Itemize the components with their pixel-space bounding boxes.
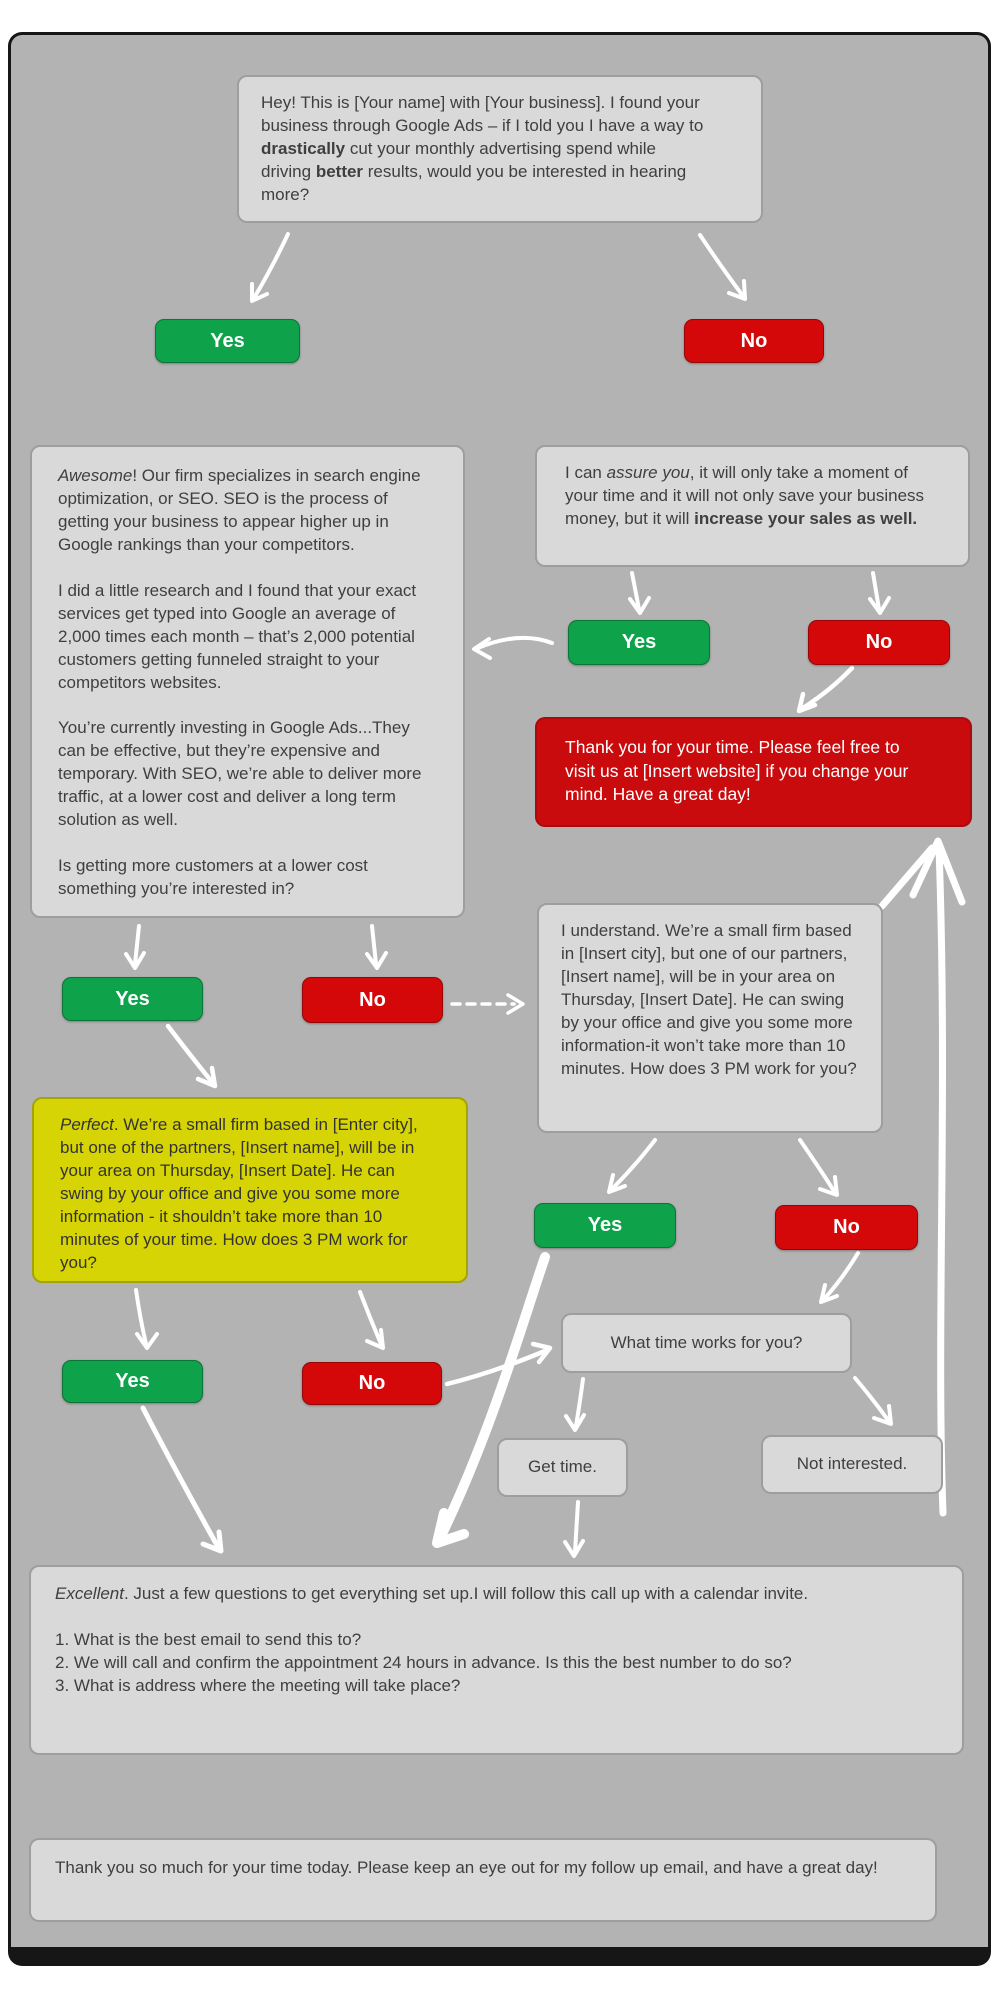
assure-text: I can bbox=[565, 463, 607, 482]
seo-pitch-paragraph bbox=[58, 465, 437, 557]
yes-button-5[interactable]: Yes bbox=[62, 1360, 203, 1403]
seo-pitch-text: ! Our firm specializes in search engine optimization, or SEO. SEO is the process of getting your business to appear higher up in Google rankings than your competitors. bbox=[58, 466, 421, 554]
wrap-up-text: . Just a few questions to get everything set up.I will follow this call up with a calendar invite. bbox=[123, 1584, 809, 1603]
no-button-3[interactable]: No bbox=[302, 977, 443, 1023]
yes-button-4[interactable]: Yes bbox=[534, 1203, 676, 1248]
yes-button-3[interactable]: Yes bbox=[62, 977, 203, 1021]
wrap-up-box bbox=[29, 1565, 964, 1755]
awesome-italic: Awesome bbox=[58, 466, 133, 485]
wrap-up-question-2: 2. We will call and confirm the appointment 24 hours in advance. Is this the best number to do so? bbox=[55, 1652, 792, 1672]
greeting-bold-better: better bbox=[315, 161, 364, 181]
seo-pitch-paragraph: I did a little research and I found that your exact services get typed into Google an average of 2,000 times each month – that’s 2,000 potential customers getting funneled straight to your competitors websites. bbox=[58, 580, 417, 692]
greeting-text: results, would you be interested in hearing more? bbox=[261, 161, 687, 204]
yes-button-1[interactable]: Yes bbox=[155, 319, 300, 363]
seo-pitch-paragraph: You’re currently investing in Google Ads...They can be effective, but they’re expensive and temporary. With SEO, we’re able to deliver more traffic, at a lower cost and deliver a long term solution as well. bbox=[58, 718, 422, 830]
perfect-italic: Perfect bbox=[60, 1115, 114, 1134]
no-button-4[interactable]: No bbox=[775, 1205, 918, 1250]
no-button-5[interactable]: No bbox=[302, 1362, 442, 1405]
no-button-2[interactable]: No bbox=[808, 620, 950, 665]
perfect-box bbox=[32, 1097, 468, 1283]
greeting-text: Hey! This is [Your name] with [Your business]. I found your business through Google Ads – if I told you I have a way to bbox=[261, 93, 704, 135]
excellent-italic: Excellent bbox=[55, 1584, 124, 1603]
assure-box bbox=[535, 445, 970, 567]
wrap-up-question-1: 1. What is the best email to send this to? bbox=[55, 1629, 362, 1649]
assure-italic: assure you bbox=[606, 463, 690, 482]
wrap-up-question-3: 3. What is address where the meeting will take place? bbox=[55, 1675, 461, 1695]
wrap-up-intro bbox=[55, 1583, 932, 1606]
not-interested-box: Not interested. bbox=[761, 1435, 943, 1494]
greeting-text: cut your monthly advertising spend while driving bbox=[261, 138, 656, 181]
seo-pitch-box bbox=[30, 445, 465, 918]
no-button-1[interactable]: No bbox=[684, 319, 824, 363]
understand-box: I understand. We’re a small firm based in [Insert city], but one of our partners, [Insert name], will be in your area on Thursday, [Insert Date]. He can swing by your office and give you some more information-it won’t take more than 10 minutes. How does 3 PM work for you? bbox=[537, 903, 883, 1133]
get-time-box: Get time. bbox=[497, 1438, 628, 1497]
perfect-text: . We’re a small firm based in [Enter city], but one of the partners, [Insert name], will be in your area on Thursday, [Insert Date]. He can swing by your office and give you some more information - it shouldn’t take more than 10 minutes of your time. How does 3 PM work for you? bbox=[60, 1115, 418, 1272]
assure-text: , it will only take a moment of your time and it will not only save your business money, but it will bbox=[565, 463, 925, 528]
closing-box: Thank you so much for your time today. Please keep an eye out for my follow up email, and have a great day! bbox=[29, 1838, 937, 1922]
greeting-bold-drastically: drastically bbox=[261, 138, 346, 158]
what-time-box: What time works for you? bbox=[561, 1313, 852, 1373]
greeting-box bbox=[237, 75, 763, 223]
yes-button-2[interactable]: Yes bbox=[568, 620, 710, 665]
assure-bold: increase your sales as well. bbox=[694, 508, 918, 528]
seo-pitch-paragraph: Is getting more customers at a lower cost something you’re interested in? bbox=[58, 856, 368, 899]
decline-box: Thank you for your time. Please feel free to visit us at [Insert website] if you change your mind. Have a great day! bbox=[535, 717, 972, 827]
